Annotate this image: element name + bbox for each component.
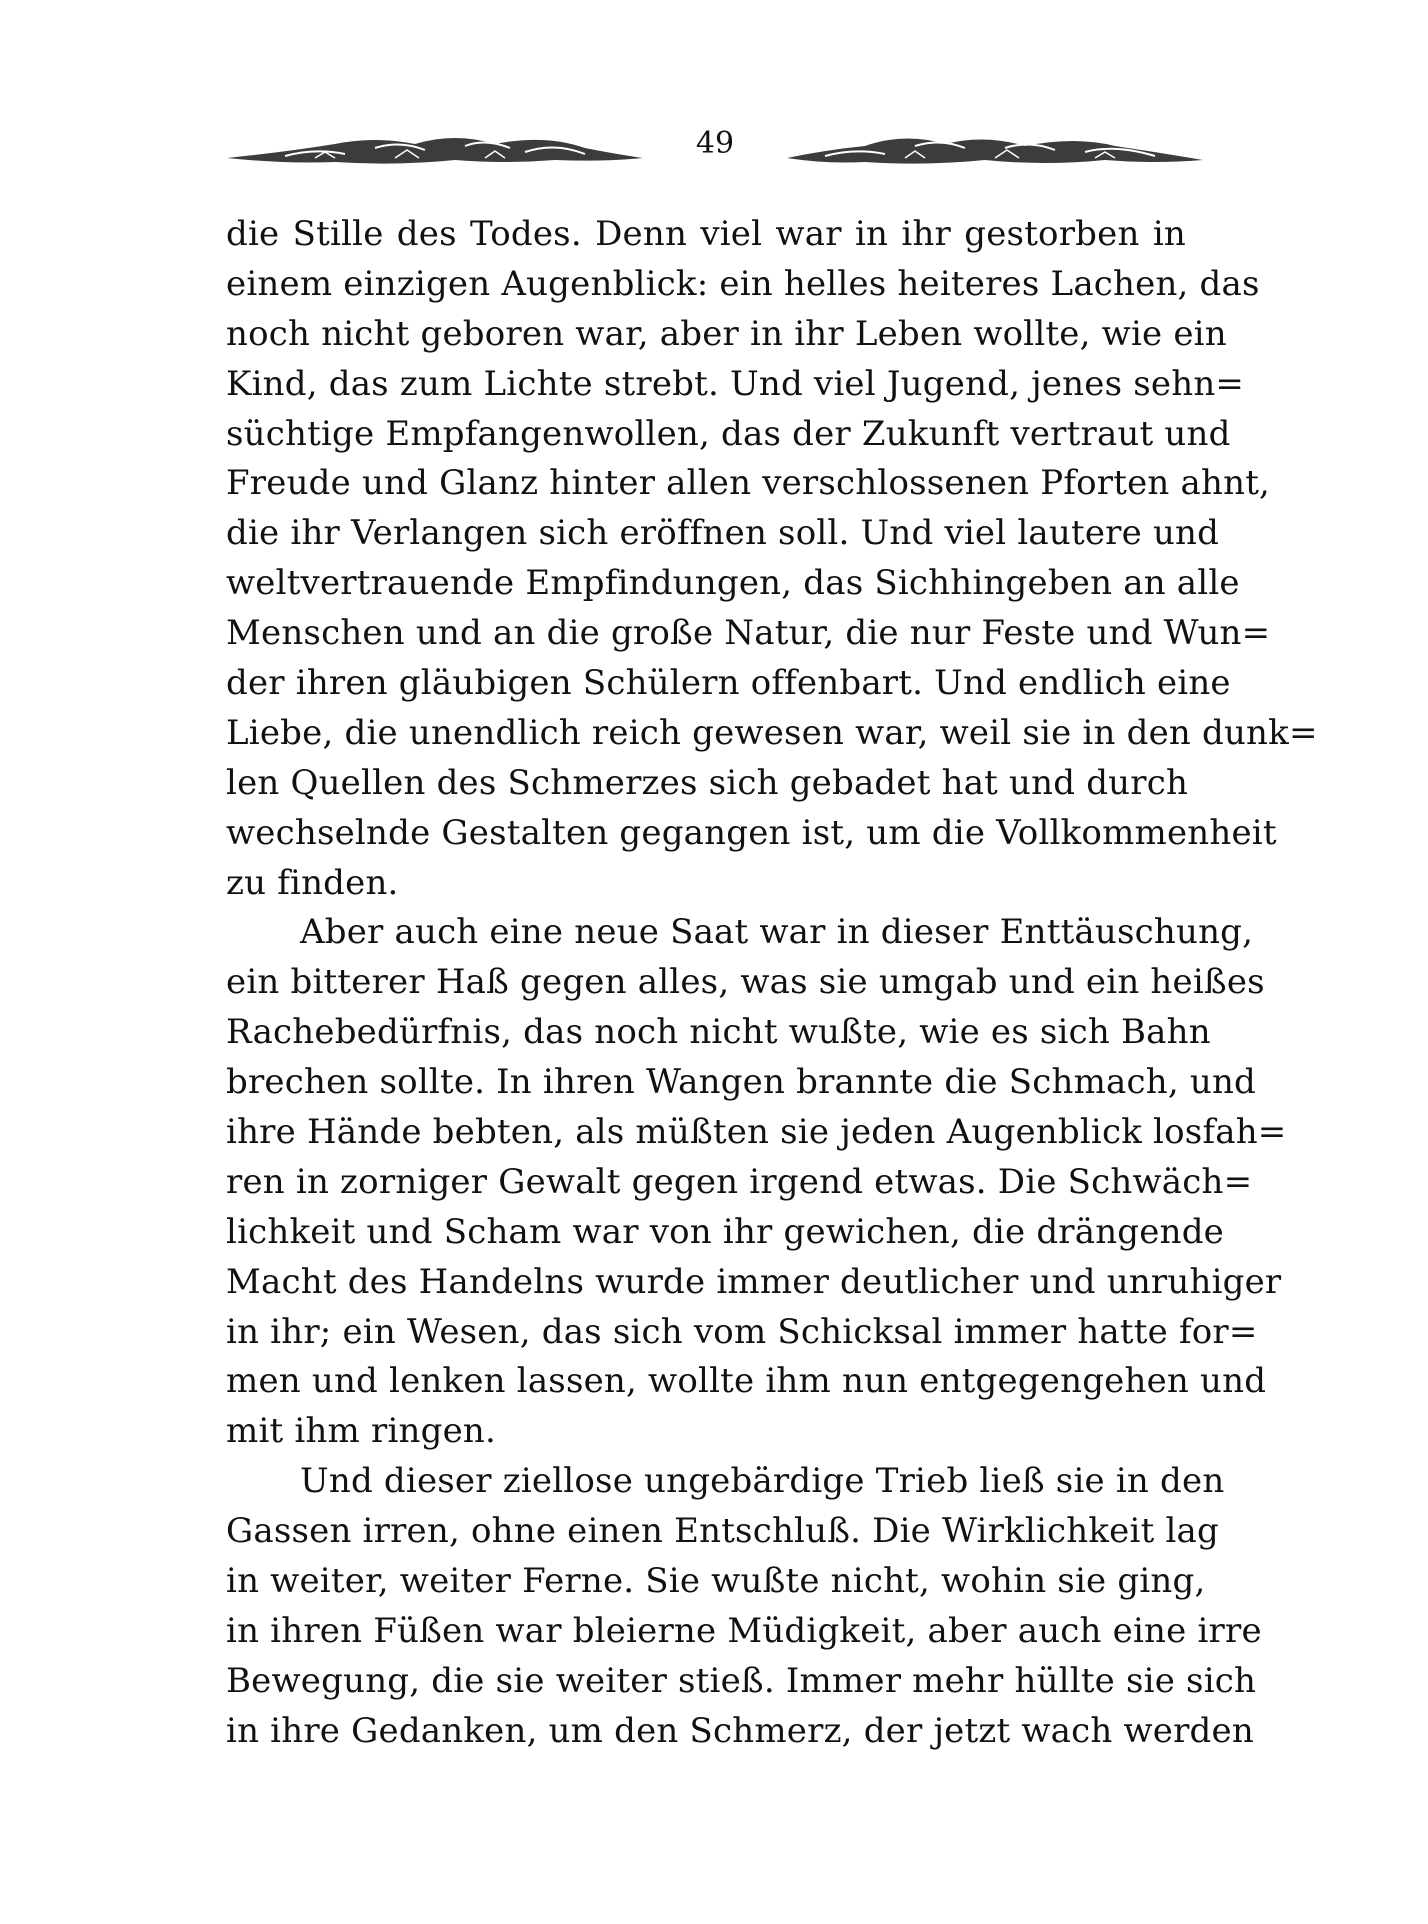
body-text — [226, 210, 1318, 1757]
text-line: zu finden. — [226, 862, 399, 903]
text-line: brechen sollte. In ihren Wangen brannte die Schmach, und — [226, 1062, 1257, 1103]
text-line: ren in zorniger Gewalt gegen irgend etwas. Die Schwäch= — [226, 1161, 1253, 1202]
text-line: der ihren gläubigen Schülern offenbart. Und endlich eine — [226, 663, 1231, 704]
text-line: die ihr Verlangen sich eröffnen soll. Und viel lautere und — [226, 513, 1220, 554]
text-line: wechselnde Gestalten gegangen ist, um die Vollkommenheit — [226, 812, 1277, 853]
text-line: Aber auch eine neue Saat war in dieser Enttäuschung, — [300, 912, 1254, 953]
text-line: Bewegung, die sie weiter stieß. Immer mehr hüllte sie sich — [226, 1660, 1257, 1701]
text-line: in ihren Füßen war bleierne Müdigkeit, aber auch eine irre — [226, 1610, 1262, 1651]
text-line: ein bitterer Haß gegen alles, was sie umgab und ein heißes — [226, 962, 1265, 1003]
text-line: Und dieser ziellose ungebärdige Trieb ließ sie in den — [300, 1461, 1225, 1502]
text-line: in ihr; ein Wesen, das sich vom Schicksal immer hatte for= — [226, 1311, 1258, 1352]
text-line: lichkeit und Scham war von ihr gewichen, die drängende — [226, 1211, 1224, 1252]
paragraph-2 — [226, 908, 1287, 1457]
text-line: noch nicht geboren war, aber in ihr Leben wollte, wie ein — [226, 313, 1227, 354]
page-header — [225, 118, 1205, 178]
page-number: 49 — [695, 126, 735, 161]
text-line: Liebe, die unendlich reich gewesen war, weil sie in den dunk= — [226, 712, 1318, 753]
text-line: Gassen irren, ohne einen Entschluß. Die Wirklichkeit lag — [226, 1511, 1219, 1552]
text-line: süchtige Empfangenwollen, das der Zukunft vertraut und — [226, 413, 1231, 454]
text-line: Menschen und an die große Natur, die nur Feste und Wun= — [226, 613, 1271, 654]
left-ornament-icon — [225, 118, 645, 178]
text-line: Macht des Handelns wurde immer deutlicher und unruhiger — [226, 1261, 1282, 1302]
text-line: mit ihm ringen. — [226, 1411, 497, 1452]
text-line: Rachebedürfnis, das noch nicht wußte, wie es sich Bahn — [226, 1012, 1211, 1053]
text-line: in weiter, weiter Ferne. Sie wußte nicht, wohin sie ging, — [226, 1561, 1206, 1602]
paragraph-3 — [226, 1457, 1262, 1756]
text-line: einem einzigen Augenblick: ein helles heiteres Lachen, das — [226, 263, 1260, 304]
right-ornament-icon — [785, 118, 1205, 178]
text-line: die Stille des Todes. Denn viel war in ihr gestorben in — [226, 214, 1186, 254]
text-line: weltvertrauende Empfindungen, das Sichhingeben an alle — [226, 563, 1240, 604]
text-line: ihre Hände bebten, als müßten sie jeden Augenblick losfah= — [226, 1112, 1287, 1153]
text-line: Freude und Glanz hinter allen verschlossenen Pforten ahnt, — [226, 463, 1271, 504]
text-line: Kind, das zum Lichte strebt. Und viel Jugend, jenes sehn= — [226, 363, 1245, 404]
text-line: in ihre Gedanken, um den Schmerz, der jetzt wach werden — [226, 1710, 1254, 1751]
paragraph-1 — [226, 210, 1318, 908]
text-line: len Quellen des Schmerzes sich gebadet hat und durch — [226, 762, 1189, 803]
text-line: men und lenken lassen, wollte ihm nun entgegengehen und — [226, 1361, 1267, 1402]
